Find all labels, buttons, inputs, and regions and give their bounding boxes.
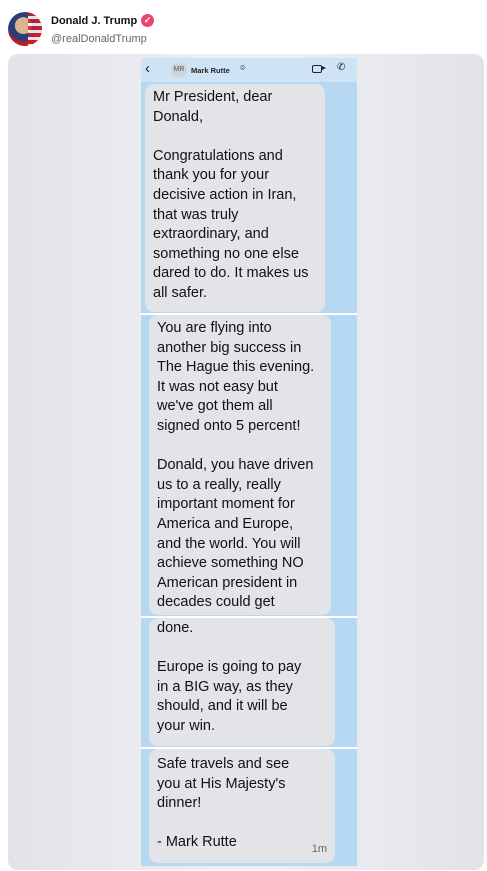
- video-call-icon: [312, 65, 322, 73]
- message-text: You are flying into another big success in The Hague this evening. It was not easy but we've got them all signed onto 5 percent! Donald, you have driven us to a really, really important moment for America and Europe, and the world. You will achieve something NO American president in decades could get: [157, 320, 315, 611]
- avatar[interactable]: [8, 12, 42, 46]
- message-screenshot: [141, 58, 357, 866]
- message-bubble: [149, 618, 335, 746]
- phone-call-icon: ✆: [337, 62, 346, 73]
- author-name[interactable]: Donald J. Trump: [51, 14, 138, 27]
- contact-avatar: MR: [171, 63, 187, 77]
- post-header: [0, 0, 487, 52]
- verified-badge-icon: ✓: [141, 14, 154, 27]
- author-row: [51, 14, 154, 27]
- message-text: done. Europe is going to pay in a BIG way, as they should, and it will be your win.: [157, 620, 302, 734]
- author-handle[interactable]: @realDonaldTrump: [51, 33, 147, 45]
- contact-badge-icon: ⌾: [240, 63, 246, 73]
- flag-stripes: [28, 12, 42, 46]
- message-bubble: [149, 749, 335, 863]
- chat-topbar: [141, 58, 357, 82]
- message-text: Safe travels and see you at His Majesty's dinner! - Mark Rutte: [157, 756, 290, 851]
- message-bubble: [149, 315, 331, 615]
- message-timestamp: 1m: [311, 843, 327, 856]
- contact-name: Mark Rutte: [191, 66, 230, 75]
- post-media[interactable]: [8, 54, 484, 870]
- back-chevron-icon: ‹: [145, 60, 150, 77]
- message-bubble: [145, 84, 325, 312]
- message-text: Mr President, dear Donald, Congratulations and thank you for your decisive action in Iran, that was truly extraordinary, and something no one else dared to do. It makes us all safer.: [153, 89, 309, 301]
